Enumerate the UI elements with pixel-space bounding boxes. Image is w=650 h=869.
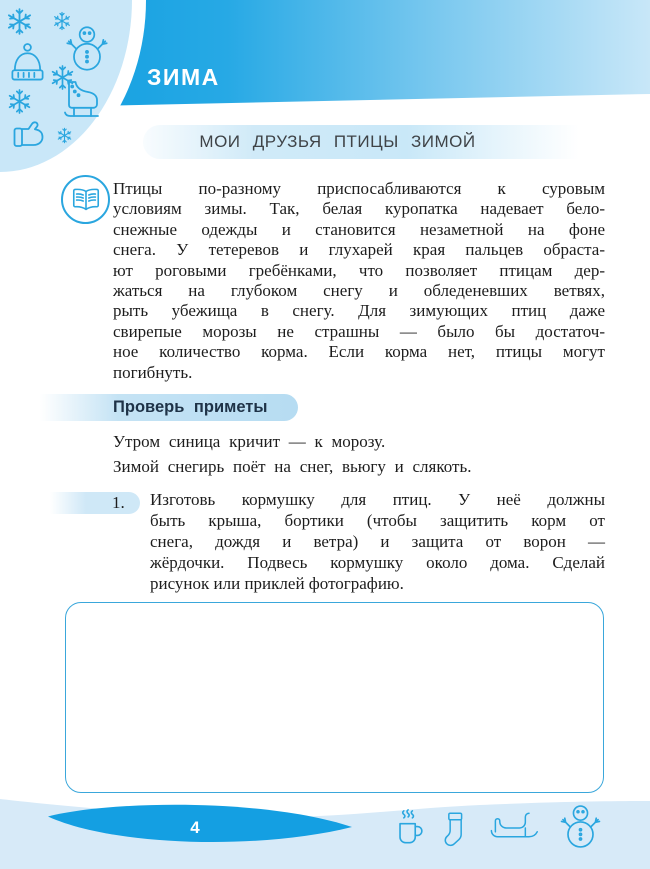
footer-wave (0, 794, 650, 869)
text-line: Птицы по-разному приспосабливаются к суровым (113, 179, 605, 198)
text-line: Зимой снегирь поёт на снег, вьюгу и слякоть. (113, 456, 472, 476)
intro-paragraph (113, 179, 605, 383)
text-line: ное количество корма. Если корма нет, птицы могут (113, 342, 605, 362)
task-paragraph (150, 489, 605, 594)
ice-skate-icon (58, 79, 104, 121)
snowman-icon (558, 802, 603, 852)
winter-hat-icon (8, 42, 47, 83)
text-line: ют роговыми гребёнками, что позволяет птицам дер- (113, 260, 605, 280)
open-book-icon (70, 187, 102, 212)
lesson-title-bar (143, 125, 650, 159)
reading-badge (61, 175, 110, 224)
text-line: условиям зимы. Так, белая куропатка надевает бело- (113, 199, 605, 219)
text-line: снега. У тетеревов и глухарей края пальцев обраста- (113, 240, 605, 260)
signs-list (113, 430, 471, 479)
text-line: рыть убежища в снегу. Для зимующих птиц даже (113, 301, 605, 321)
snowflake-icon (6, 88, 33, 115)
text-line: Утром синица кричит — к морозу. (113, 432, 386, 451)
signs-heading-pill (40, 394, 298, 421)
text-line: быть крыша, бортики (чтобы защитить корм от (150, 511, 605, 530)
task-number: 1. (112, 493, 125, 512)
sock-icon (441, 811, 469, 848)
text-line: снежные одежды и становится незаметной на фоне (113, 219, 605, 239)
hot-drink-icon (395, 808, 425, 846)
snowflake-icon (5, 7, 34, 36)
text-line: снега, дождя и ветра) и защита от ворон — (150, 532, 605, 551)
sled-icon (486, 809, 540, 846)
page-title: ЗИМА (147, 64, 220, 90)
text-line: рисунок или приклей фотографию. (150, 574, 404, 593)
drawing-area[interactable] (65, 602, 604, 793)
snowflake-icon (56, 127, 73, 144)
page-number: 4 (190, 818, 200, 837)
lesson-title: МОИ ДРУЗЬЯ ПТИЦЫ ЗИМОЙ (199, 132, 476, 151)
text-line: Изготовь кормушку для птиц. У неё должны (150, 490, 605, 509)
text-line: погибнуть. (113, 362, 193, 382)
signs-heading: Проверь приметы (113, 398, 268, 416)
text-line: жёрдочки. Подвесь кормушку около дома. Сделай (150, 553, 605, 572)
text-line: жаться на глубоком снегу и обледеневших ветвях, (113, 281, 605, 301)
task-number-pill (50, 492, 140, 514)
text-line: свирепые морозы не страшны — было бы достаточ- (113, 321, 605, 341)
mitten-icon (10, 121, 48, 153)
